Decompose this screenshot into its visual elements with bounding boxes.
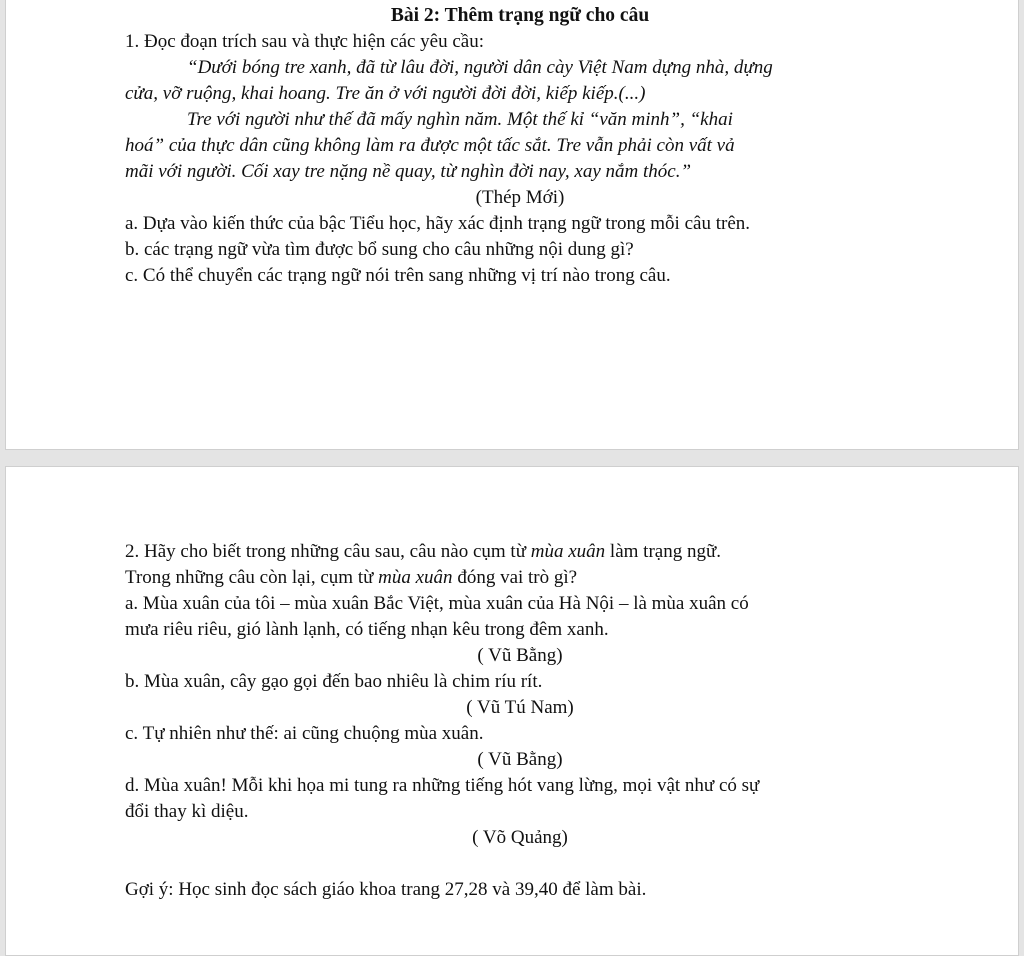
sentence-b-source: ( Vũ Tú Nam) bbox=[466, 697, 574, 718]
passage-line: “Dưới bóng tre xanh, đã từ lâu đời, người dân cày Việt Nam dựng nhà, dựng bbox=[187, 57, 773, 78]
task-c: c. Có thể chuyển các trạng ngữ nói trên sang những vị trí nào trong câu. bbox=[125, 265, 671, 286]
task-b: b. các trạng ngữ vừa tìm được bổ sung cho câu những nội dung gì? bbox=[125, 239, 634, 260]
document-page-2 bbox=[5, 466, 1019, 956]
question-2-text: làm trạng ngữ. bbox=[605, 541, 721, 562]
task-a: a. Dựa vào kiến thức của bậc Tiểu học, hãy xác định trạng ngữ trong mỗi câu trên. bbox=[125, 213, 750, 234]
document-page-1 bbox=[5, 0, 1019, 450]
sentence-d-line-1: d. Mùa xuân! Mỗi khi họa mi tung ra những tiếng hót vang lừng, mọi vật như có sự bbox=[125, 775, 760, 796]
sentence-d-source: ( Võ Quảng) bbox=[472, 827, 568, 848]
question-2-text: đóng vai trò gì? bbox=[452, 567, 578, 588]
term-mua-xuan: mùa xuân bbox=[530, 541, 606, 562]
sentence-a-line-2: mưa riêu riêu, gió lành lạnh, có tiếng nhạn kêu trong đêm xanh. bbox=[125, 619, 609, 640]
question-2-line-2 bbox=[125, 565, 915, 591]
hint: Gợi ý: Học sinh đọc sách giáo khoa trang 27,28 và 39,40 để làm bài. bbox=[125, 879, 647, 900]
question-2-text: Trong những câu còn lại, cụm từ bbox=[125, 567, 379, 588]
page-2-content bbox=[125, 539, 915, 903]
question-1-intro: 1. Đọc đoạn trích sau và thực hiện các yêu cầu: bbox=[125, 31, 485, 52]
passage-line: hoá” của thực dân cũng không làm ra được một tấc sắt. Tre vẫn phải còn vất vả bbox=[125, 135, 735, 156]
question-2-line-1 bbox=[125, 539, 915, 565]
sentence-b: b. Mùa xuân, cây gạo gọi đến bao nhiêu là chim ríu rít. bbox=[125, 671, 543, 692]
passage-line: Tre với người như thế đã mấy nghìn năm. Một thế kỉ “văn minh”, “khai bbox=[187, 109, 733, 130]
sentence-c-source: ( Vũ Bằng) bbox=[477, 749, 563, 770]
passage-line: cửa, vỡ ruộng, khai hoang. Tre ăn ở với người đời đời, kiếp kiếp.(...) bbox=[125, 83, 646, 104]
passage-line: mãi với người. Cối xay tre nặng nề quay, từ nghìn đời nay, xay nắm thóc.” bbox=[125, 161, 692, 182]
question-2-text: 2. Hãy cho biết trong những câu sau, câu nào cụm từ bbox=[125, 541, 531, 562]
sentence-a-source: ( Vũ Bằng) bbox=[477, 645, 563, 666]
sentence-d-line-2: đổi thay kì diệu. bbox=[125, 801, 249, 822]
lesson-title: Bài 2: Thêm trạng ngữ cho câu bbox=[390, 5, 650, 26]
term-mua-xuan: mùa xuân bbox=[378, 567, 453, 588]
sentence-a-line-1: a. Mùa xuân của tôi – mùa xuân Bắc Việt, mùa xuân của Hà Nội – là mùa xuân có bbox=[125, 593, 749, 614]
passage-source: (Thép Mới) bbox=[475, 187, 565, 208]
page-1-content bbox=[125, 3, 915, 289]
sentence-c: c. Tự nhiên như thế: ai cũng chuộng mùa xuân. bbox=[125, 723, 484, 744]
spacer bbox=[125, 851, 915, 877]
